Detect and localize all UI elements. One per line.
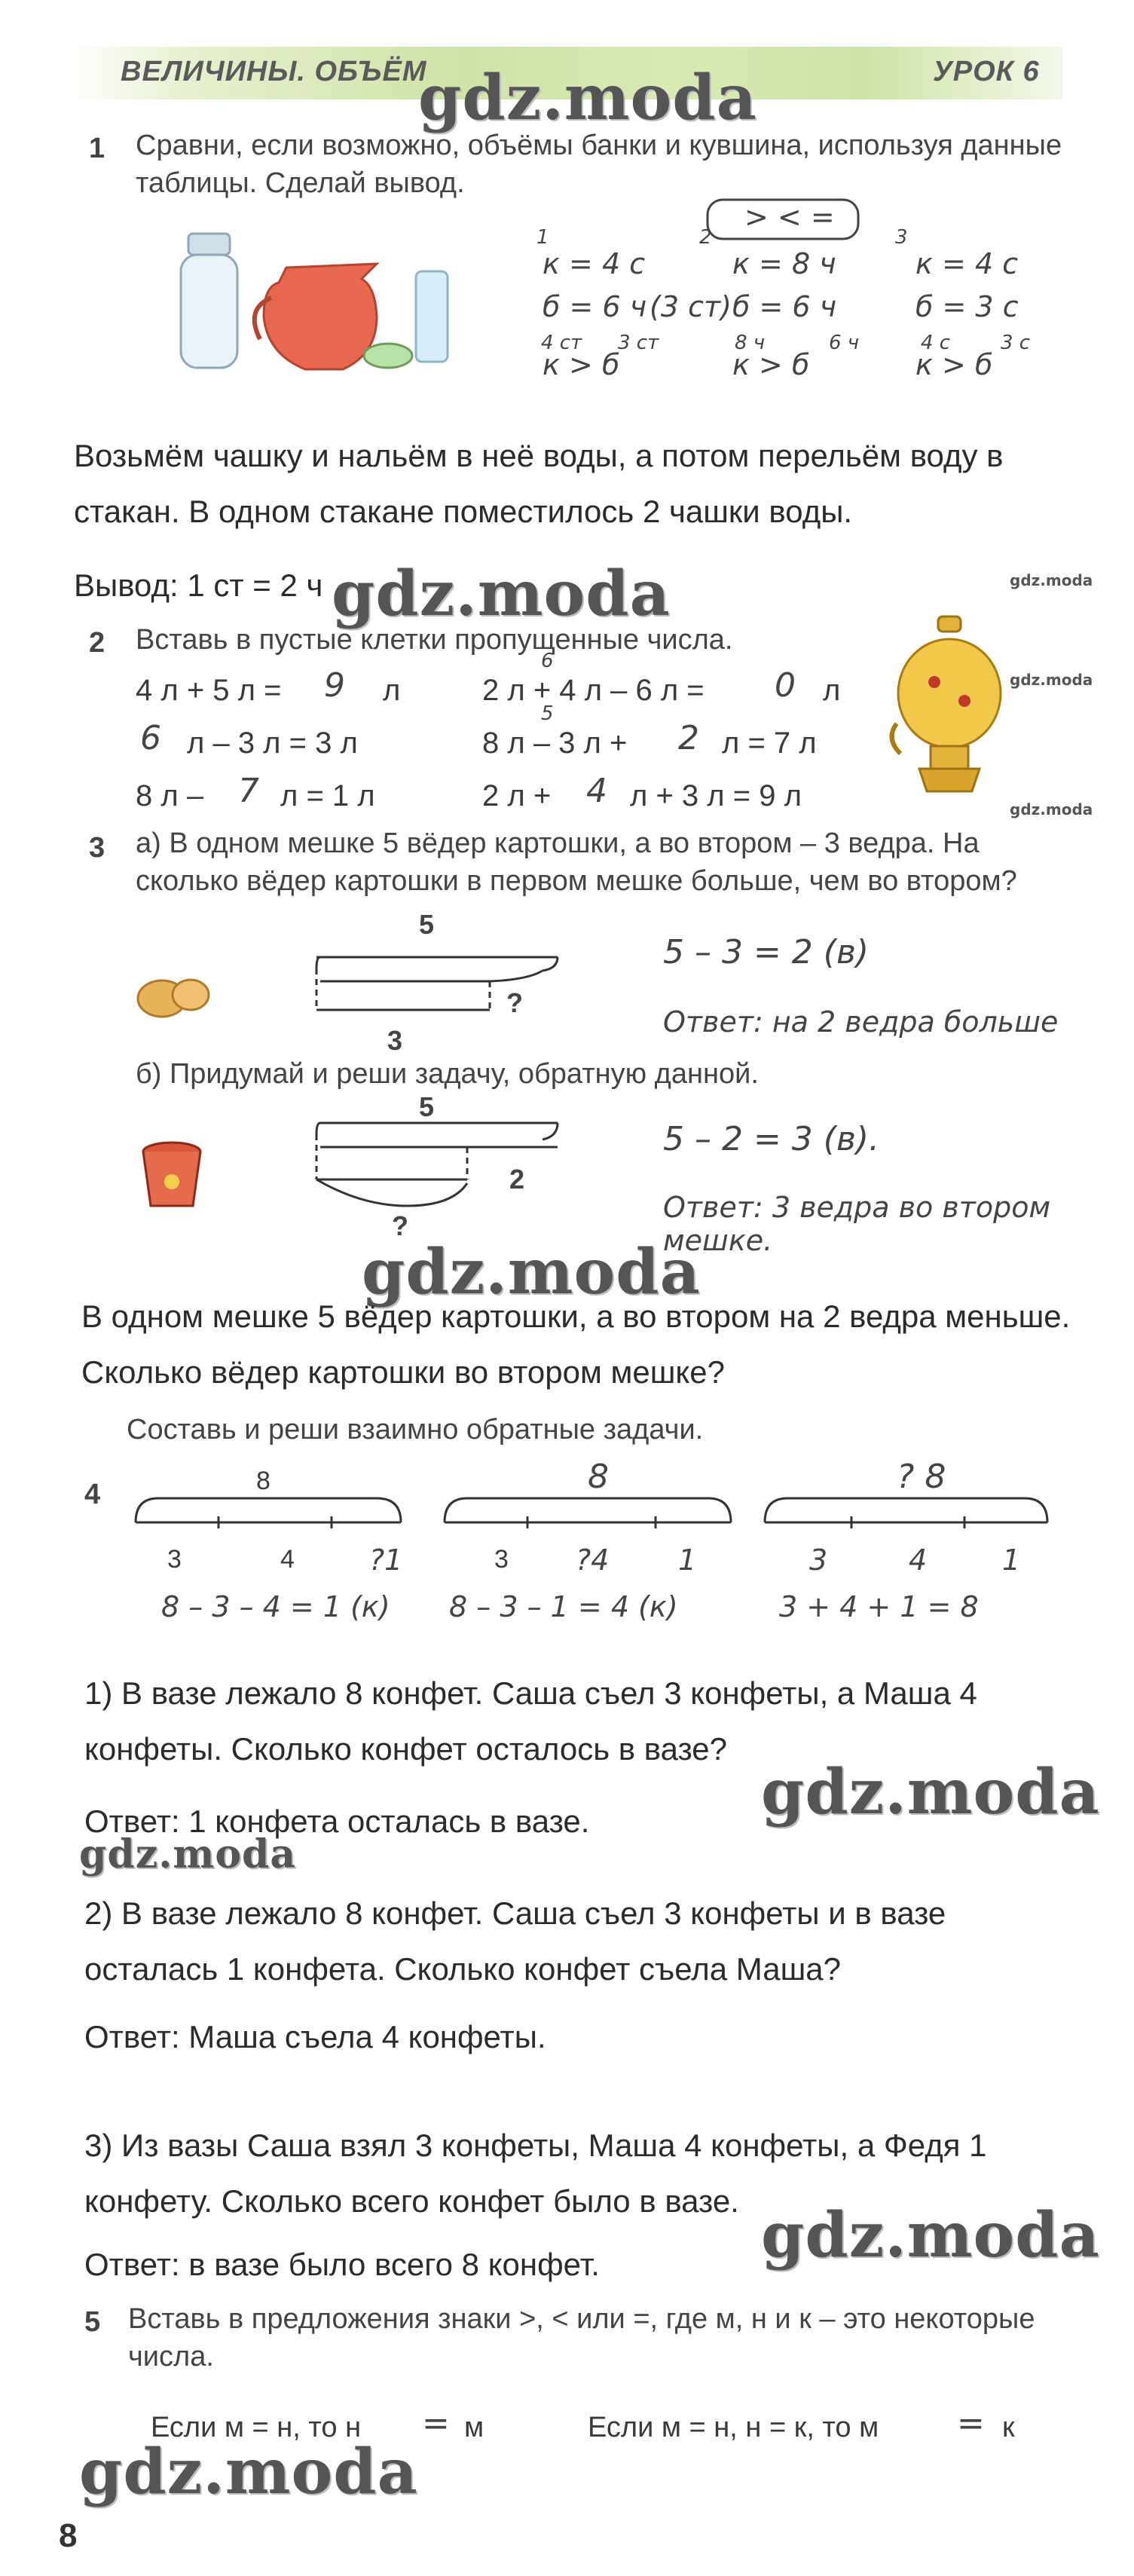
- solution4-answer3: Ответ: в вазе было всего 8 конфет.: [84, 2247, 600, 2282]
- watermark-small: gdz.moda: [1010, 800, 1093, 818]
- d1-seg2: 4: [280, 1545, 295, 1574]
- comparison-signs: > < =: [744, 200, 835, 234]
- task2-right-row2-answer: 2: [678, 719, 699, 757]
- task3-a-equation: 5 – 3 = 2 (в): [663, 933, 870, 971]
- d2-seg3: 1: [678, 1543, 697, 1577]
- task2-left-row1-answer: 9: [324, 666, 345, 705]
- col1-row1: к = 4 с: [543, 247, 646, 280]
- col1-number: 1: [536, 226, 549, 249]
- task2-left-row3-b: л = 1 л: [280, 779, 375, 812]
- diagram-a-question: ?: [506, 987, 523, 1018]
- task2-right-row1-top: 6: [541, 650, 554, 672]
- task1-number: 1: [89, 133, 105, 164]
- diagram-a-top: 5: [419, 909, 435, 940]
- col2-row2: б = 6 ч: [732, 290, 837, 323]
- d2-seg2: ?4: [576, 1543, 610, 1577]
- col3-sub-right: 3 с: [1001, 332, 1031, 354]
- solution4-problem3: 3) Из вазы Саша взял 3 конфеты, Маша 4 конфеты, а Федя 1 конфету. Сколько всего конфет было в вазе.: [84, 2128, 987, 2219]
- potato-illustration: [132, 972, 215, 1025]
- col3-sub-left: 4 с: [921, 332, 951, 354]
- task2-text: Вставь в пустые клетки пропущенные числа.: [136, 624, 733, 656]
- watermark-small: gdz.moda: [1010, 671, 1093, 689]
- d1-top: 8: [256, 1467, 271, 1495]
- d3-seg2: 4: [909, 1543, 928, 1577]
- watermark: gdz.moda: [79, 2436, 418, 2508]
- col1-sub-right: 3 ст: [618, 332, 659, 354]
- solution4-answer2: Ответ: Маша съела 4 конфеты.: [84, 2019, 546, 2054]
- task2-right-row1-answer: 0: [775, 666, 796, 705]
- task2-left-row2-b: л – 3 л = 3 л: [187, 727, 358, 760]
- task5-number: 5: [84, 2306, 101, 2338]
- col3-row2: б = 3 с: [915, 290, 1019, 323]
- diagram-b-question: ?: [392, 1210, 408, 1241]
- task2-right-row1-b: л: [823, 674, 841, 707]
- solution4-problem2: 2) В вазе лежало 8 конфет. Саша съел 3 конфеты и в вазе осталась 1 конфета. Сколько конфет съела Маша?: [84, 1895, 946, 1987]
- col2-compare: к > б: [732, 348, 810, 381]
- task3-part-b: б) Придумай и реши задачу, обратную данной.: [136, 1058, 759, 1090]
- col1-row2: б = 6 ч: [543, 290, 647, 323]
- task4-number: 4: [84, 1479, 101, 1510]
- col2-sub-left: 8 ч: [735, 332, 766, 354]
- task2-right-row2-a: 8 л – 3 л +: [482, 727, 628, 760]
- task2-left-row3-a: 8 л –: [136, 779, 204, 812]
- col1-sub-left: 4 ст: [541, 332, 582, 354]
- d1-seg1: 3: [167, 1545, 182, 1574]
- d1-seg3: ?1: [369, 1543, 403, 1577]
- task2-number: 2: [89, 627, 105, 659]
- header-topic: ВЕЛИЧИНЫ. ОБЪЁМ: [121, 56, 427, 87]
- col1-note: (3 ст): [650, 290, 732, 323]
- task3-b-answer: Ответ: 3 ведра во втором мешке.: [663, 1191, 1051, 1257]
- col2-sub-right: 6 ч: [829, 332, 860, 354]
- watermark: gdz.moda: [79, 1831, 297, 1877]
- task5-right-end: к: [1002, 2412, 1015, 2443]
- header-lesson: УРОК 6: [933, 56, 1040, 87]
- solution1-text: Возьмём чашку и нальём в неё воды, а потом перельём воду в стакан. В одном стакане поместилось 2 чашки воды.: [74, 438, 1004, 529]
- task5-right-answer: =: [957, 2404, 985, 2443]
- task2-right-row3-b: л + 3 л = 9 л: [630, 779, 802, 812]
- jar-jug-illustration: [173, 226, 460, 377]
- task3-part-a: а) В одном мешке 5 вёдер картошки, а во втором – 3 ведра. На сколько вёдер картошки в первом мешке больше, чем во втором?: [136, 828, 1017, 897]
- watermark: gdz.moda: [761, 2199, 1100, 2272]
- col1-compare: к > б: [543, 348, 620, 381]
- task2-left-row1-a: 4 л + 5 л =: [136, 674, 282, 707]
- d2-equation: 8 – 3 – 1 = 4 (к): [449, 1590, 678, 1623]
- d2-seg1: 3: [494, 1545, 509, 1574]
- samovar-illustration: [889, 610, 1010, 806]
- task5-left: Если м = н, то н: [151, 2412, 362, 2443]
- task5-right: Если м = н, н = к, то м: [588, 2412, 879, 2443]
- diagram-a: [316, 927, 573, 1055]
- d3-top: ? 8: [897, 1458, 946, 1496]
- col3-number: 3: [895, 226, 908, 249]
- task3-a-answer: Ответ: на 2 ведра больше: [663, 1005, 1059, 1039]
- task5-text: Вставь в предложения знаки >, < или =, где м, н и к – это некоторые числа.: [128, 2303, 1035, 2373]
- task2-right-row2-b: л = 7 л: [722, 727, 817, 760]
- d2-top: 8: [588, 1458, 609, 1496]
- d3-equation: 3 + 4 + 1 = 8: [779, 1590, 979, 1623]
- watermark: gdz.moda: [418, 62, 757, 134]
- watermark-small: gdz.moda: [1010, 571, 1093, 589]
- task2-right-row3-answer: 4: [586, 772, 607, 810]
- solution3-text: В одном мешке 5 вёдер картошки, а во втором на 2 ведра меньше. Сколько вёдер картошки во втором мешке?: [81, 1299, 1071, 1390]
- col3-row1: к = 4 с: [915, 247, 1019, 280]
- watermark: gdz.moda: [332, 558, 671, 630]
- d1-equation: 8 – 3 – 4 = 1 (к): [161, 1590, 390, 1623]
- diagram-b: [316, 1108, 573, 1236]
- task2-right-row2-top: 5: [541, 702, 554, 725]
- task2-left-row3-answer: 7: [238, 772, 259, 810]
- solution4-answer1: Ответ: 1 конфета осталась в вазе.: [84, 1804, 590, 1839]
- col2-row1: к = 8 ч: [732, 247, 836, 280]
- col2-number: 2: [699, 226, 712, 249]
- diagram-a-bottom: 3: [387, 1025, 403, 1056]
- col3-compare: к > б: [915, 348, 993, 381]
- diagram-b-top: 5: [419, 1091, 435, 1122]
- task3-number: 3: [89, 832, 105, 864]
- task5-left-answer: =: [422, 2404, 450, 2443]
- task2-right-row1-a: 2 л + 4 л – 6 л =: [482, 674, 705, 707]
- task2-left-row2-answer: 6: [140, 719, 161, 757]
- d3-seg3: 1: [1002, 1543, 1021, 1577]
- bucket-illustration: [136, 1138, 211, 1213]
- page-number: 8: [59, 2517, 78, 2554]
- watermark: gdz.moda: [362, 1236, 701, 1308]
- solution4-problem1: 1) В вазе лежало 8 конфет. Саша съел 3 конфеты, а Маша 4 конфеты. Сколько конфет осталось в вазе?: [84, 1675, 977, 1767]
- task2-right-row3-a: 2 л +: [482, 779, 552, 812]
- task3-b-equation: 5 – 2 = 3 (в).: [663, 1120, 880, 1158]
- task5-left-end: м: [464, 2412, 484, 2443]
- task1-text: Сравни, если возможно, объёмы банки и кувшина, используя данные таблицы. Сделай вывод.: [136, 130, 1062, 199]
- solution1-conclusion: Вывод: 1 ст = 2 ч: [74, 568, 323, 603]
- diagram-b-right: 2: [509, 1164, 525, 1195]
- d3-seg1: 3: [809, 1543, 828, 1577]
- watermark: gdz.moda: [761, 1756, 1100, 1828]
- task2-left-row1-b: л: [383, 674, 401, 707]
- task4-intro: Составь и реши взаимно обратные задачи.: [127, 1414, 704, 1446]
